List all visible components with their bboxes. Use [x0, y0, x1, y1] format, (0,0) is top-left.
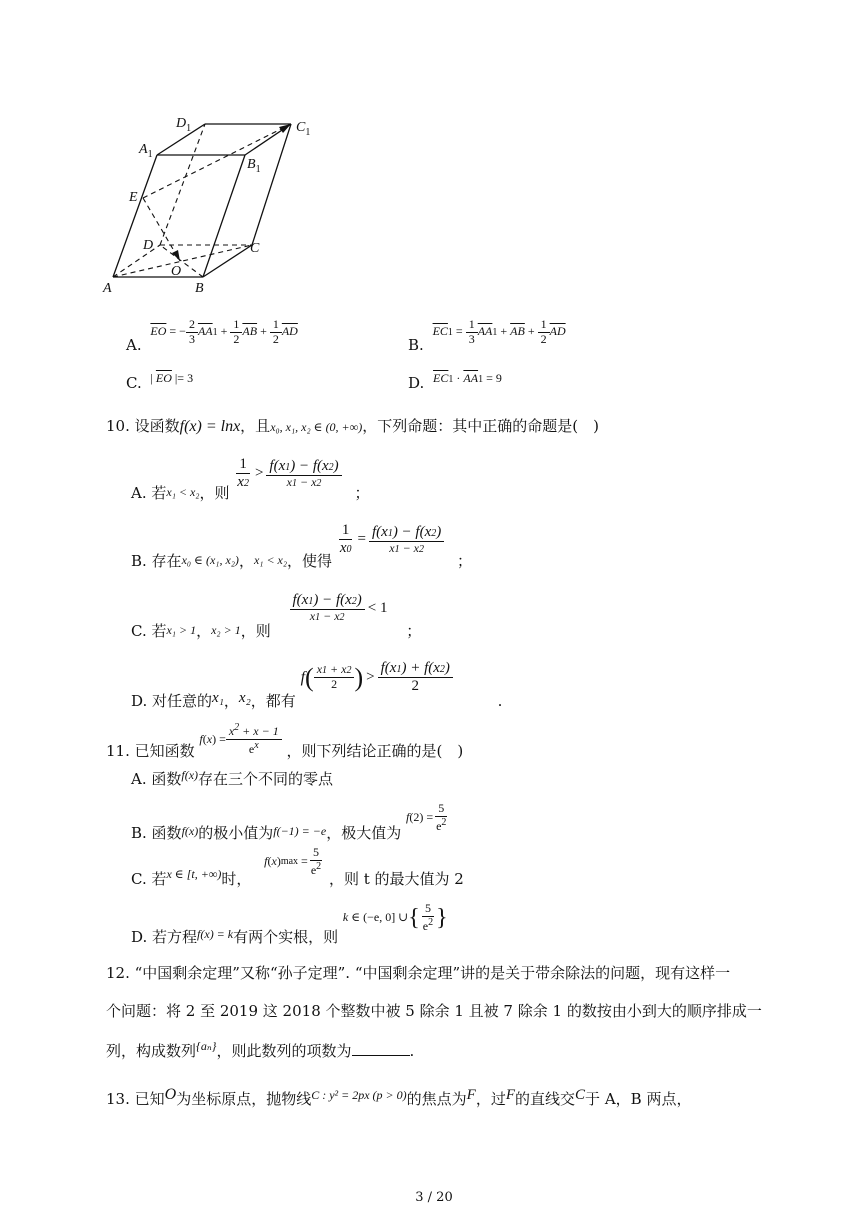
q9-option-b: [408, 317, 566, 355]
label-B1: $B_1$: [247, 157, 261, 175]
q12-line3: 列，构成数列$^{\{a_n\}}$，则此数列的项数为 .: [106, 1039, 415, 1060]
q11-option-c: C. 若$_{x \in [t, +\infty)}$时， f ( x ) max = $\frac{5}{e^2}$ ，则 t 的最大值为 2: [131, 845, 464, 888]
label-D: D: [143, 238, 154, 253]
q11-option-d: D. 若方程$_{f(x) = k}$有两个实根，则 k ∈ (−e, 0] ∪ { $\frac{5}{e^2}$ }: [131, 901, 448, 946]
label-B: B: [195, 281, 204, 296]
q11-option-b: B. 函数$_{f(x)}$的极小值为$_{f(-1) = -e}$，极大值为 f (2) = $\frac{5}{e^2}$: [131, 801, 447, 842]
parallelepiped-figure: [95, 108, 335, 298]
option-letter: B.: [408, 336, 424, 355]
q9-option-b-math: $\overline{EC}1$ = $\frac{1}{3}$ $\overline{AA}1 + \overline{AB}$ + $\frac{1}{2}$ $\overline{AD}$: [432, 317, 566, 346]
page-number: 3 / 20: [415, 1190, 453, 1205]
q9-option-c: [126, 368, 194, 392]
q10-option-b: B. 存在$_{x_0 \in (x_1, x_2)}$，$_{x_1 < x_2}$，使得 $\frac{1}{x0}$ = $\frac{f(x1) - f(x2)}{x1 - x2}$ ；: [131, 522, 473, 570]
q11-stem: 11. 已知函数 f ( x ) = $\frac{x^2 + x - 1}{e^x}$ ，则下列结论正确的是( ): [106, 722, 464, 760]
q10-option-d: D. 对任意的x₁，x₂，都有 f ( $\frac{x1 + x2}{2}$ ) > $\frac{f(x1) + f(x2)}{2}$ .: [131, 660, 503, 710]
q9-option-d: [408, 368, 502, 392]
q12-line1: 12. “中国剩余定理”又称“孙子定理”. “中国剩余定理”讲的是关于带余除法的问题，现有这样一: [106, 964, 731, 982]
option-letter: A.: [126, 336, 142, 355]
q13-stem: 13. 已知O为坐标原点，抛物线$^{C : y^2 = 2px (p > 0)}$的焦点为F，过F的直线交C于 A，B 两点，: [106, 1086, 692, 1108]
q11-option-a: A. 函数$^{f(x)}$存在三个不同的零点: [131, 768, 334, 788]
answer-blank[interactable]: [352, 1043, 410, 1056]
label-E: E: [129, 190, 138, 205]
q9-option-a-math: $\overline{EO}$ = − $\frac{2}{3}$ $\overline{AA}1$ + $\frac{1}{2}$ $\overline{AB}$ + $\frac{1}{2}$ $\overline{AD}$: [150, 317, 298, 346]
label-O: O: [171, 264, 182, 279]
q9-option-a: [126, 317, 298, 355]
q12-line2: 个问题：将 2 至 2019 这 2018 个整数中被 5 除余 1 且被 7 除余 1 的数按由小到大的顺序排成一: [106, 1002, 762, 1020]
option-letter: D.: [408, 374, 425, 392]
q9-option-c-math: | $\overline{EO}$ |= 3: [150, 371, 194, 385]
label-A: A: [103, 281, 112, 296]
q10-stem: 10. 设函数f(x) = lnx，且x₀, x₁, x₂ ∈ (0, +∞)，下列命题：其中正确的命题是( ): [106, 417, 599, 435]
option-letter: C.: [126, 374, 142, 392]
q10-option-c: C. 若$_{x_1 > 1}$，$_{x_2 > 1}$，则 $\frac{f(x1) - f(x2)}{x1 - x2}$ < 1 ；: [131, 592, 422, 640]
label-C: C: [250, 241, 260, 256]
label-D1: $D_1$: [176, 116, 192, 134]
q9-option-d-math: $\overline{EC}1 \cdot \overline{AA}1 = 9$: [433, 371, 502, 385]
label-A1: $A_1$: [139, 142, 153, 160]
q10-option-a: A. 若$_{x_1 < x_2}$，则 $\frac{1}{x2}$ > $\frac{f(x1) - f(x2)}{x1 - x2}$ ；: [131, 456, 370, 502]
label-C1: $C_1$: [296, 120, 311, 138]
